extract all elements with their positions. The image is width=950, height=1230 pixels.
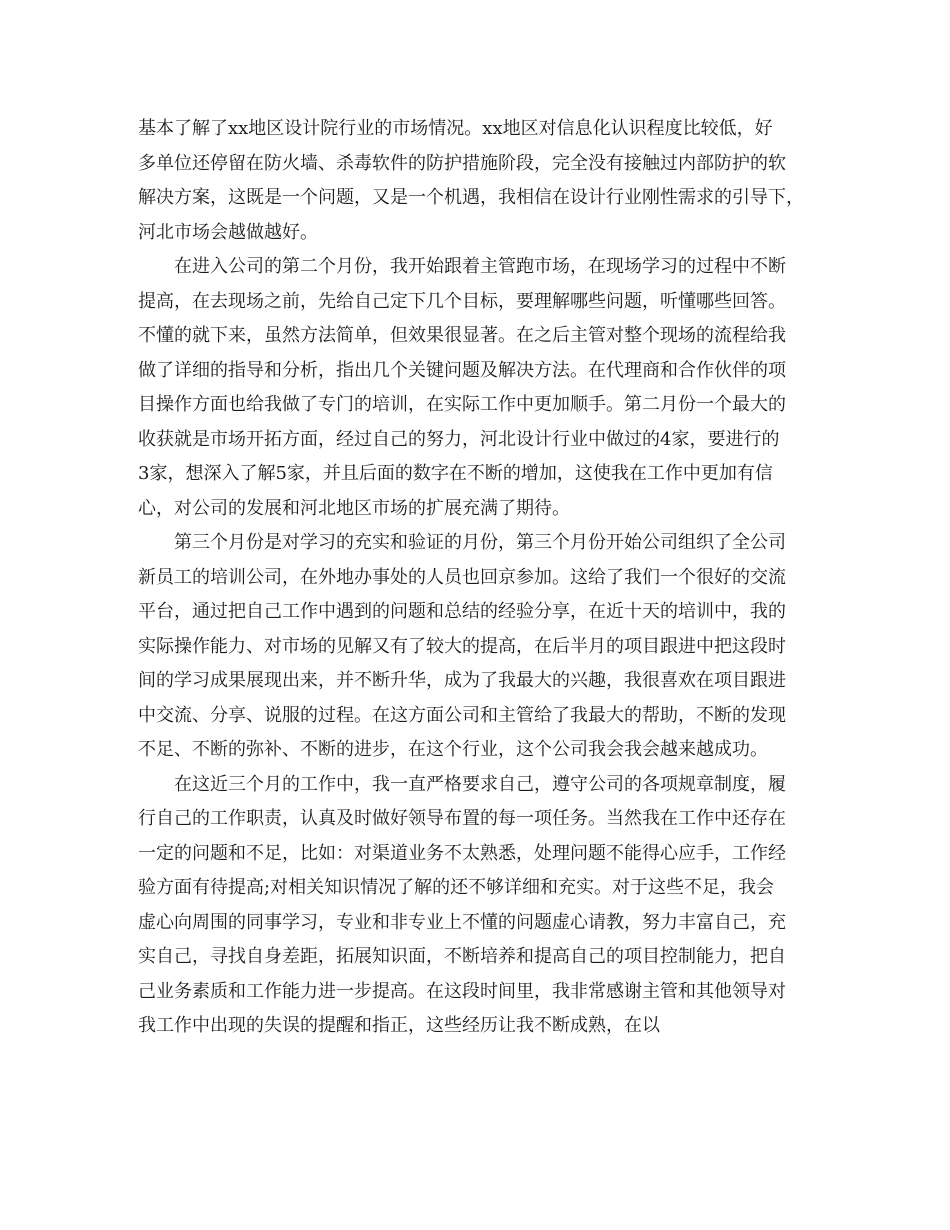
paragraph-line: 3家，想深入了解5家，并且后面的数字在不断的增加，这使我在工作中更加有信	[138, 463, 773, 484]
paragraph-line: 实自己，寻找自身差距，拓展知识面，不断培养和提高自己的项目控制能力，把自	[138, 946, 786, 967]
paragraph-line: 第三个月份是对学习的充实和验证的月份，第三个月份开始公司组织了全公司	[174, 532, 786, 553]
paragraph-line: 不足、不断的弥补、不断的进步，在这个行业，这个公司我会我会越来越成功。	[138, 739, 768, 760]
paragraph-line: 新员工的培训公司，在外地办事处的人员也回京参加。这给了我们一个很好的交流	[138, 566, 786, 588]
paragraph-line: 在进入公司的第二个月份，我开始跟着主管跑市场，在现场学习的过程中不断	[174, 256, 786, 277]
paragraph-line: 基本了解了xx地区设计院行业的市场情况。xx地区对信息化认识程度比较低，好	[138, 118, 773, 139]
paragraph-line: 多单位还停留在防火墙、杀毒软件的防护措施阶段，完全没有接触过内部防护的软	[138, 152, 786, 174]
paragraph-line: 做了详细的指导和分析，指出几个关键问题及解决方法。在代理商和合作伙伴的项	[138, 359, 786, 381]
paragraph-line: 我工作中出现的失误的提醒和指正，这些经历让我不断成熟，在以	[138, 1015, 660, 1036]
paragraph-line: 实际操作能力、对市场的见解又有了较大的提高，在后半月的项目跟进中把这段时	[138, 635, 786, 657]
paragraph-line: 目操作方面也给我做了专门的培训，在实际工作中更加顺手。第二月份一个最大的	[138, 394, 786, 415]
paragraph-line: 一定的问题和不足，比如：对渠道业务不太熟悉，处理问题不能得心应手，工作经	[138, 842, 786, 864]
document-body	[138, 112, 818, 1044]
paragraph-1	[138, 112, 818, 250]
paragraph-line: 心，对公司的发展和河北地区市场的扩展充满了期待。	[138, 497, 570, 519]
paragraph-line: 己业务素质和工作能力进一步提高。在这段时间里，我非常感谢主管和其他领导对	[138, 980, 786, 1002]
paragraph-line: 收获就是市场开拓方面，经过自己的努力，河北设计行业中做过的4家，要进行的	[138, 428, 780, 450]
paragraph-3	[138, 526, 818, 768]
paragraph-line: 间的学习成果展现出来，并不断升华，成为了我最大的兴趣，我很喜欢在项目跟进	[138, 670, 786, 691]
paragraph-line: 提高，在去现场之前，先给自己定下几个目标，要理解哪些问题，听懂哪些回答。	[138, 290, 786, 312]
paragraph-line: 虚心向周围的同事学习，专业和非专业上不懂的问题虚心请教，努力丰富自己，充	[138, 911, 786, 933]
paragraph-line: 平台，通过把自己工作中遇到的问题和总结的经验分享，在近十天的培训中，我的	[138, 601, 786, 622]
paragraph-2	[138, 250, 818, 526]
paragraph-line: 在这近三个月的工作中，我一直严格要求自己，遵守公司的各项规章制度，履	[174, 773, 786, 795]
paragraph-line: 河北市场会越做越好。	[138, 221, 318, 243]
paragraph-line: 解决方案，这既是一个问题，又是一个机遇，我相信在设计行业刚性需求的引导下，	[138, 187, 804, 208]
paragraph-line: 行自己的工作职责，认真及时做好领导布置的每一项任务。当然我在工作中还存在	[138, 808, 786, 829]
paragraph-line: 验方面有待提高;对相关知识情况了解的还不够详细和充实。对于这些不足，我会	[138, 877, 775, 898]
paragraph-4	[138, 768, 818, 1044]
paragraph-line: 不懂的就下来，虽然方法简单，但效果很显著。在之后主管对整个现场的流程给我	[138, 325, 786, 346]
paragraph-line: 中交流、分享、说服的过程。在这方面公司和主管给了我最大的帮助，不断的发现	[138, 704, 786, 726]
